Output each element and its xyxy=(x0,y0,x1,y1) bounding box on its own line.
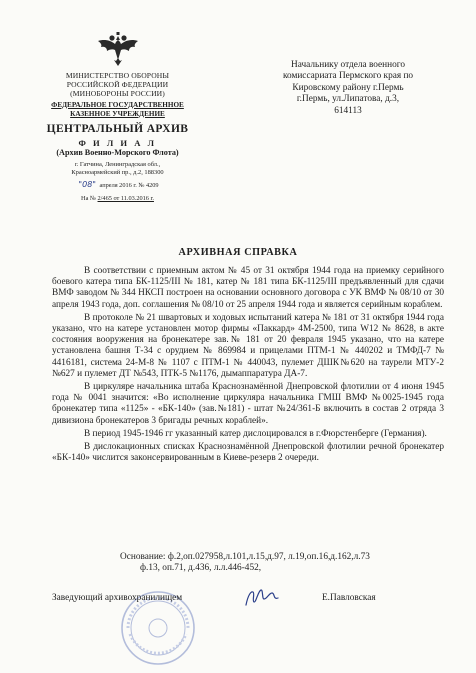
institution-line-2: КАЗЕННОЕ УЧРЕЖДЕНИЕ xyxy=(70,109,165,118)
addressee-line-5: 614113 xyxy=(334,105,362,116)
basis-line-1: Основание: ф.2,оп.027958,л.101,л.15,д.97, л.19,оп.16,д.162,л.73 xyxy=(120,552,370,562)
outgoing-date xyxy=(40,181,195,190)
ministry-line-3: (МИНОБОРОНЫ РОССИИ) xyxy=(70,89,165,98)
addressee-block xyxy=(250,60,446,117)
addressee-line-2: комиссариата Пермского края по xyxy=(282,71,414,82)
handwritten-signature-icon xyxy=(242,585,282,611)
ministry-line-1: МИНИСТЕРСТВО ОБОРОНЫ xyxy=(65,71,170,80)
address-line-1: г. Гатчина, Ленинградская обл., xyxy=(74,161,161,169)
addressee-line-3: Кировскому району г.Пермь xyxy=(292,82,404,93)
basis-block xyxy=(120,552,440,575)
branch-label: Ф И Л И А Л xyxy=(78,138,157,149)
basis-line-2: ф.13, оп.71, д.436, л.л.446-452, xyxy=(140,563,262,574)
document-title: АРХИВНАЯ СПРАВКА xyxy=(178,247,298,258)
reference-number: 2/465 от 11.03.2016 г. xyxy=(97,195,154,203)
institution-line-1: ФЕДЕРАЛЬНОЕ ГОСУДАРСТВЕННОЕ xyxy=(51,101,184,109)
signatory-title: Заведующий архивохранилищем xyxy=(52,593,183,603)
paragraph-4: В период 1945-1946 гг указанный катер дислоцировался в г.Фюрстенберге (Германия). xyxy=(84,428,427,439)
reference-prefix: На № xyxy=(81,195,96,203)
naval-archive-label: (Архив Военно-Морского Флота) xyxy=(56,148,179,158)
address-line-2: Красноармейский пр., д.2, 188300 xyxy=(71,169,164,177)
double-headed-eagle-emblem-icon xyxy=(96,30,140,68)
archive-name: ЦЕНТРАЛЬНЫЙ АРХИВ xyxy=(46,123,189,136)
date-rest: апреля 2016 г. № 4209 xyxy=(99,182,159,190)
addressee-line-4: г.Пермь, ул.Липатова, д.3, xyxy=(296,94,400,105)
letterhead xyxy=(40,30,195,203)
paragraph-1: В соответствии с приемным актом № 45 от 31 октября 1944 года на приемку серийного боевого катера типа БК-1125/III № 181, катер № 181 типа БК-1125/III предъявленный для сдачи ВМФ заводом № 344 НКСП построен на основании основного договора с УК ВМФ № 08/10 от 30 апреля 1943 года, доп. соглашения № 08/10 от 25 апреля 1944 года и является серийным кораблем. xyxy=(52,266,444,310)
signatory-name: Е.Павловская xyxy=(322,593,376,603)
ministry-line-2: РОССИЙСКОЙ ФЕДЕРАЦИИ xyxy=(66,80,169,89)
paragraph-5: В дислокационных списках Краснознамённой Днепровской флотилии речной бронекатер «БК-140» числится законсервированным в Киеве-резерв 2 очереди. xyxy=(52,442,444,464)
signature-row xyxy=(52,593,444,613)
document-body xyxy=(52,266,444,466)
reference-line xyxy=(40,195,195,203)
addressee-line-1: Начальнику отдела военного xyxy=(291,60,405,70)
paragraph-2: В протоколе № 21 швартовых и ходовых испытаний катера № 181 от 31 октября 1944 года указано, что на катере установлен мотор фирмы «Паккард» 4М-2500, типа W12 № 8628, в акте состояния вооружения на бронекатере зав.№ 181 от 20 февраля 1945 указано, что на катере установлена башня Т-34 с орудием № 869984 и прицелами ПТМ-1 № 440202 и ТМФД-7 № 4416181, система 24-М-8 № 1107 с ПТМ-1 № 440043, пулемет ДШК№620 на таурели МТУ-2 №627 и пулемет ДТ №543, ПТК-5 №1176, дымаппаратура ДА-7. xyxy=(52,312,444,379)
handwritten-day: "08" xyxy=(78,180,96,190)
paragraph-3: В циркуляре начальника штаба Краснознамённой Днепровской флотилии от 4 июня 1945 года № 0041 значится: «Во исполнение циркуляра начальника ГМШ ВМФ №0025-1945 года бронекатер типа «1125» - «БК-140» (зав.№181) - штат №24/361-Б включить в состав 2 отряда 3 дивизиона бронекатеров 3 бригады речных кораблей». xyxy=(52,382,444,426)
